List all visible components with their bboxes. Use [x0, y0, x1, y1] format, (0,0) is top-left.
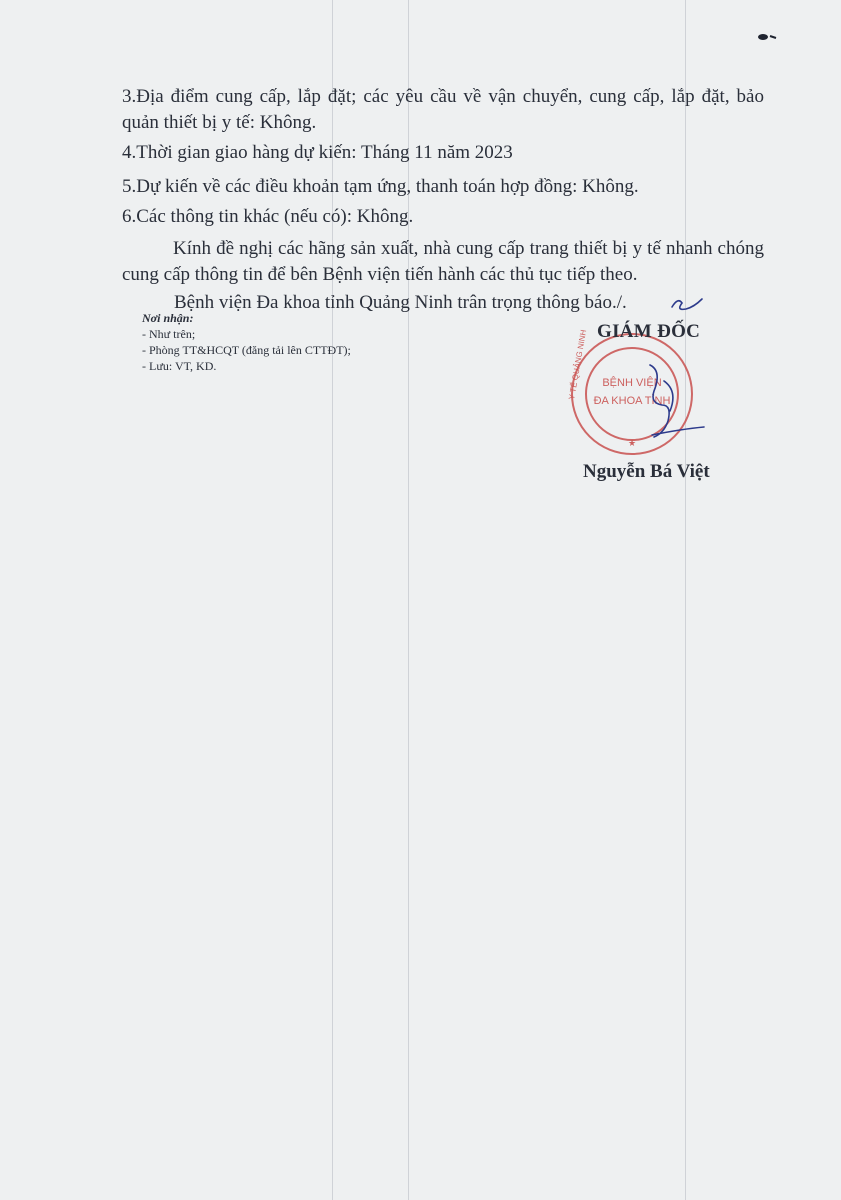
seal-inner-line2: ĐA KHOA TỈNH: [593, 395, 671, 407]
seal-inner-line1: BỆNH VIỆN: [602, 377, 662, 389]
item-3-text: 3.Địa điểm cung cấp, lắp đặt; các yêu cầu về vận chuyển, cung cấp, lắp đặt, bảo quản thiết bị y tế: Không.: [122, 86, 764, 133]
seal-ring-text: Y TẾ QUẢNG NINH: [567, 329, 589, 401]
closing-statement: Bệnh viện Đa khoa tỉnh Quảng Ninh trân trọng thông báo./.: [174, 292, 627, 313]
handwritten-signature: [580, 285, 720, 455]
item-5-text: 5.Dự kiến về các điều khoản tạm ứng, thanh toán hợp đồng: Không.: [122, 176, 639, 197]
signatory-title: GIÁM ĐỐC: [597, 321, 701, 342]
scan-line: [685, 0, 686, 1200]
recipient-line: - Phòng TT&HCQT (đăng tải lên CTTĐT);: [142, 343, 351, 357]
ink-smudge: [757, 32, 777, 42]
svg-text:★: ★: [627, 438, 637, 448]
signatory-name: Nguyễn Bá Việt: [583, 461, 710, 482]
request-paragraph: Kính đề nghị các hãng sản xuất, nhà cung cấp trang thiết bị y tế nhanh chóng cung cấp thông tin để bên Bệnh viện tiến hành các thủ tục tiếp theo.: [122, 238, 764, 285]
item-6-text: 6.Các thông tin khác (nếu có): Không.: [122, 206, 414, 227]
recipient-line: - Như trên;: [142, 327, 196, 341]
recipients-title: Nơi nhận:: [142, 311, 194, 325]
recipients-block: [142, 310, 442, 374]
recipient-line: - Lưu: VT, KD.: [142, 359, 217, 373]
item-4-text: 4.Thời gian giao hàng dự kiến: Tháng 11 năm 2023: [122, 142, 513, 163]
